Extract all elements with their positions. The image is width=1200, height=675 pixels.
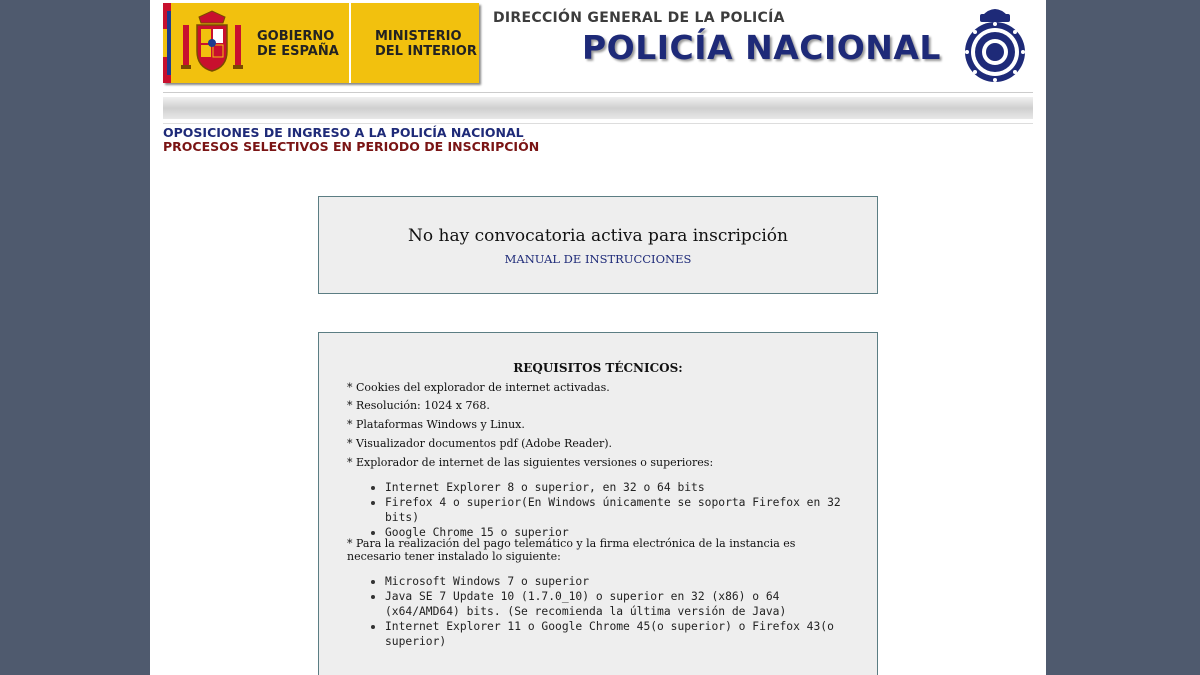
payment-item: Microsoft Windows 7 o superior — [367, 574, 847, 589]
requirements-box — [318, 332, 878, 675]
requirement-item: * Cookies del explorador de internet activadas. — [347, 381, 610, 394]
ministerio-label — [375, 29, 477, 59]
browser-item: Internet Explorer 8 o superior, en 32 o 64 bits — [367, 480, 877, 495]
gobierno-ministerio-banner[interactable] — [163, 3, 479, 83]
policia-nacional-title: POLICÍA NACIONAL — [582, 28, 941, 67]
coat-of-arms-icon — [177, 9, 247, 77]
payment-item: Java SE 7 Update 10 (1.7.0_10) o superior en 32 (x86) o 64 (x64/AMD64) bits. (Se recomienda la última versión de Java) — [367, 589, 847, 619]
ministerio-line1: MINISTERIO — [375, 29, 462, 44]
manual-instrucciones-link[interactable]: MANUAL DE INSTRUCCIONES — [504, 252, 692, 266]
ministerio-line2: DEL INTERIOR — [375, 44, 477, 59]
gobierno-line1: GOBIERNO — [257, 29, 335, 44]
payment-list — [367, 574, 847, 649]
procesos-subtitle: PROCESOS SELECTIVOS EN PERIODO DE INSCRIPCIÓN — [163, 139, 540, 154]
header-rule-bottom — [163, 123, 1033, 124]
payment-item: Internet Explorer 11 o Google Chrome 45(o superior) o Firefox 43(o superior) — [367, 619, 847, 649]
notice-box — [318, 196, 878, 294]
browser-item: Firefox 4 o superior(En Windows únicamente se soporta Firefox en 32 bits) — [367, 495, 877, 525]
page-container — [150, 0, 1046, 675]
requirement-item: * Explorador de internet de las siguientes versiones o superiores: — [347, 456, 714, 469]
requirement-item: * Visualizador documentos pdf (Adobe Reader). — [347, 437, 613, 450]
gobierno-line2: DE ESPAÑA — [257, 44, 339, 59]
direccion-general-title: DIRECCIÓN GENERAL DE LA POLICÍA — [493, 10, 785, 26]
header-rule-top — [163, 92, 1033, 93]
requirement-item: * Plataformas Windows y Linux. — [347, 418, 525, 431]
oposiciones-title: OPOSICIONES DE INGRESO A LA POLICÍA NACIONAL — [163, 125, 524, 140]
police-badge-icon — [962, 2, 1028, 86]
requirements-title: REQUISITOS TÉCNICOS: — [513, 361, 683, 375]
payment-note: * Para la realización del pago telemático y la firma electrónica de la instancia es necesario tener instalado lo siguiente: — [347, 537, 796, 563]
no-convocatoria-message: No hay convocatoria activa para inscripción — [408, 226, 788, 246]
banner-divider — [349, 3, 351, 83]
gobierno-label — [257, 29, 339, 59]
browser-list — [367, 480, 877, 540]
requirement-item: * Resolución: 1024 x 768. — [347, 399, 490, 412]
flag-strip — [163, 3, 171, 83]
browser-item: Google Chrome 15 o superior — [367, 525, 877, 540]
header-grey-bar — [163, 97, 1033, 119]
